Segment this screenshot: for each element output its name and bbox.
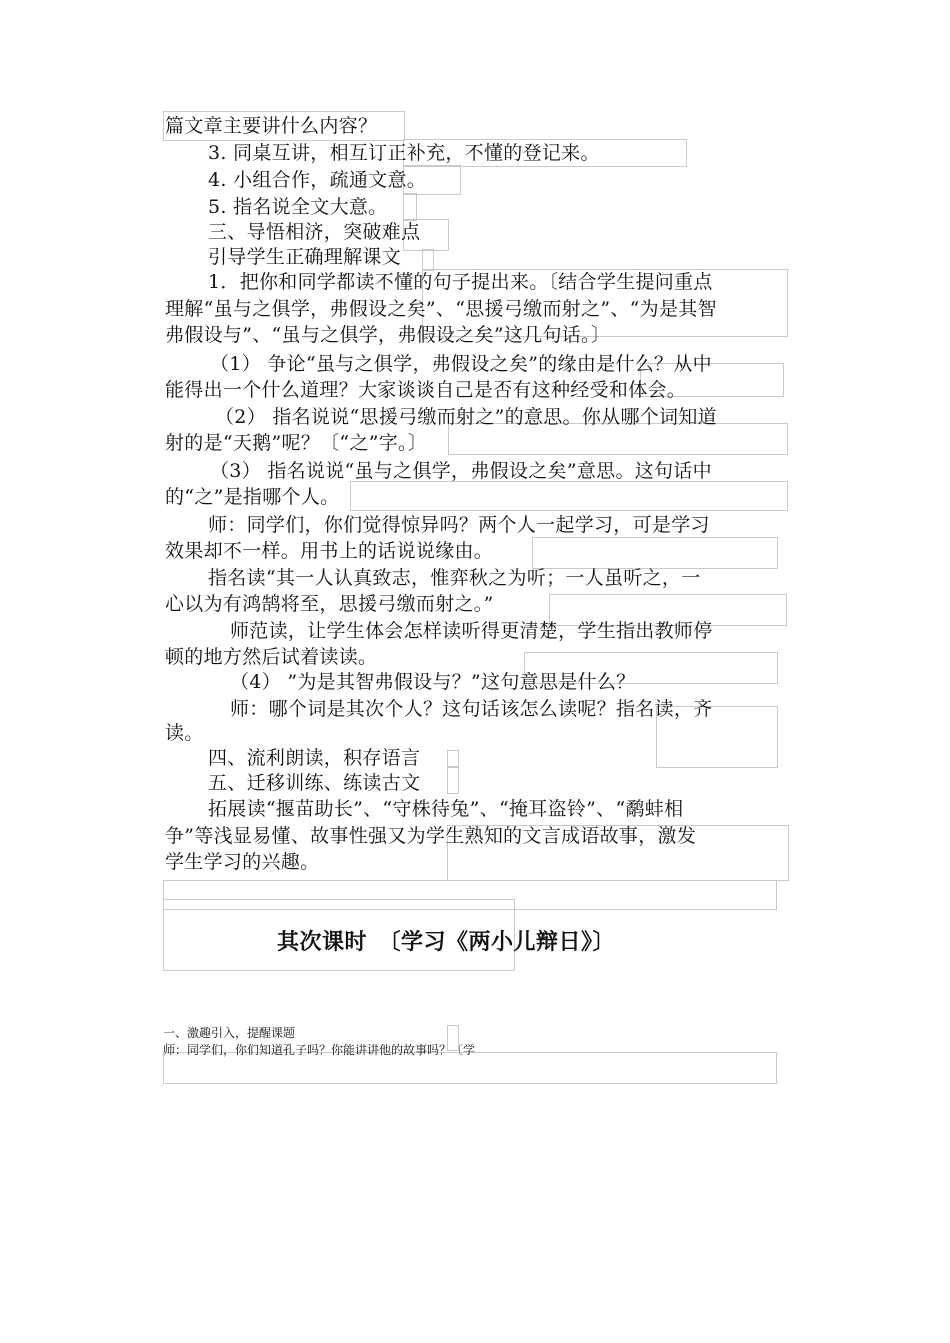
text-line: 篇文章主要讲什么内容？ <box>165 115 378 137</box>
layout-box <box>447 766 459 794</box>
text-line: 指名读“其一人认真致志，惟弈秋之为听；一人虽听之，一 <box>208 567 701 589</box>
text-line: 3. 同桌互讲，相互订正补充，不懂的登记来。 <box>208 142 600 164</box>
text-line: 师范读，让学生体会怎样读听得更清楚，学生指出教师停 <box>230 620 713 642</box>
text-line: 理解“虽与之俱学，弗假设之矣”、“思援弓缴而射之”、“为是其智 <box>165 298 717 320</box>
text-line: 能得出一个什么道理？大家谈谈自己是否有这种经受和体会。 <box>165 379 687 401</box>
text-line: 师：同学们，你们觉得惊异吗？两个人一起学习，可是学习 <box>208 514 710 536</box>
text-line: 的“之”是指哪个人。 <box>165 486 340 508</box>
text-line: 心以为有鸿鹄将至，思援弓缴而射之。” <box>165 593 494 615</box>
text-line: 弗假设与”、“虽与之俱学，弗假设之矣”这几句话。〕 <box>165 324 611 346</box>
text-line: 顿的地方然后试着读读。 <box>165 646 378 668</box>
section-line: 四、流利朗读，积存语言 <box>208 747 421 769</box>
layout-box <box>350 481 788 511</box>
text-line: 拓展读“揠苗助长”、“守株待兔”、“掩耳盗铃”、“鹬蚌相 <box>208 798 684 820</box>
text-line: 学生学习的兴趣。 <box>165 851 320 873</box>
small-text-line: 一、激趣引入，提醒课题 <box>163 1026 296 1040</box>
layout-box <box>403 193 417 221</box>
text-line: 争”等浅显易懂、故事性强又为学生熟知的文言成语故事，激发 <box>165 825 697 847</box>
text-line: 引导学生正确理解课文 <box>208 246 402 268</box>
text-line: 1．把你和同学都读不懂的句子提出来。〔结合学生提问重点 <box>208 271 713 293</box>
text-line: 读。 <box>165 722 204 744</box>
text-line: （1） 争论“虽与之俱学，弗假设之矣”的缘由是什么？从中 <box>210 353 712 375</box>
text-line: 师：哪个词是其次个人？这句话该怎么读呢？指名读，齐 <box>230 698 713 720</box>
text-line: 射的是“天鹅”呢？〔“之”字。〕 <box>165 432 428 454</box>
text-line: 效果却不一样。用书上的话说说缘由。 <box>165 540 494 562</box>
text-line: （2） 指名说说“思援弓缴而射之”的意思。你从哪个词知道 <box>215 406 717 428</box>
section-line: 五、迁移训练、练读古文 <box>208 772 421 794</box>
small-text-line: 师：同学们，你们知道孔子吗？你能讲讲他的故事吗？〔学 <box>163 1043 476 1057</box>
section-line: 三、导悟相济，突破难点 <box>208 221 421 243</box>
layout-box <box>422 249 434 271</box>
section-heading: 其次课时 〔学习《两小儿辩日》〕 <box>277 930 616 955</box>
text-line: 4. 小组合作，疏通文意。 <box>208 169 427 191</box>
text-line: 5. 指名说全文大意。 <box>208 196 388 218</box>
text-line: （3） 指名说说“虽与之俱学，弗假设之矣”意思。这句话中 <box>210 460 712 482</box>
layout-box <box>532 537 778 569</box>
text-line: （4） ”为是其智弗假设与？”这句意思是什么？ <box>230 671 636 693</box>
